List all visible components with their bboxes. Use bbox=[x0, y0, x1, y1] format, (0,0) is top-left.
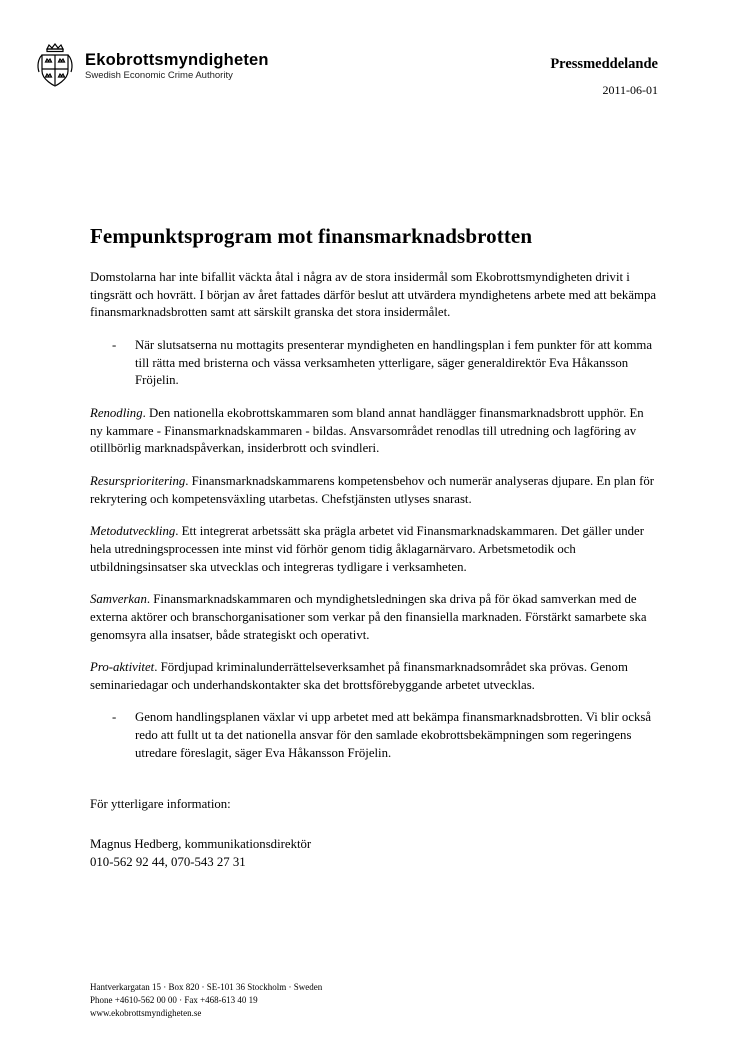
section-paragraph bbox=[90, 659, 657, 694]
page-title: Fempunktsprogram mot finansmarknadsbrotten bbox=[90, 224, 533, 248]
footer-phone-fax: Phone +4610-562 00 00 · Fax +468-613 40 19 bbox=[90, 994, 258, 1005]
coat-of-arms-icon bbox=[34, 42, 76, 90]
document-meta bbox=[550, 42, 658, 98]
bullet-dash: - bbox=[112, 710, 117, 725]
org-subtitle: Swedish Economic Crime Authority bbox=[85, 70, 233, 82]
section-lead: Resursprioritering bbox=[90, 473, 186, 488]
section-paragraph bbox=[90, 523, 657, 576]
quote-bullet-2 bbox=[112, 709, 657, 762]
section-text: . Ett integrerat arbetssätt ska prägla arbetet vid Finansmarknadskammaren. Det gäller under hela utredningsprocessen inte minst vid förhör genom tidig åklagarnärvaro. Arbetsmetodik och utbildningsinsatser ska utvecklas och integreras tydligare i verksamheten. bbox=[90, 524, 644, 574]
document-type-label: Pressmeddelande bbox=[550, 56, 658, 72]
section-paragraph bbox=[90, 591, 657, 644]
section-lead: Metodutveckling bbox=[90, 524, 176, 539]
section-lead: Samverkan bbox=[90, 592, 147, 607]
section-lead: Pro-aktivitet bbox=[90, 660, 155, 675]
quote-text: När slutsatserna nu mottagits presenterar myndigheten en handlingsplan i fem punkter för att komma till rätta med bristerna och vässa verksamheten ytterligare, säger generaldirektör Eva Håkansson Fröjelin. bbox=[135, 337, 653, 388]
contact-name: Magnus Hedberg, kommunikationsdirektör bbox=[90, 837, 312, 852]
brand bbox=[34, 42, 269, 90]
section-text: . Finansmarknadskammaren och myndighetsledningen ska driva på för ökad samverkan med de externa aktörer och branschorganisationer som verkar på den finansiella marknaden. Förstärkt samarbete ska genomsyra alla insatser, både strategiskt och operativt. bbox=[90, 592, 647, 642]
more-info-label: För ytterligare information: bbox=[90, 797, 231, 812]
section-paragraph bbox=[90, 405, 657, 458]
section-text: . Den nationella ekobrottskammaren som bland annat handlägger finansmarknadsbrott upphör. En ny kammare - Finansmarknadskammaren - bildas. Ansvarsområdet renodlas till utredning och lagföring av otillbörlig marknadspåverkan, insiderbrott och svindleri. bbox=[90, 405, 644, 456]
quote-bullet-1 bbox=[112, 337, 657, 390]
section-text: . Fördjupad kriminalunderrättelseverksamhet på finansmarknadsområdet ska prövas. Genom seminariedagar och underhandskontakter ska det brottsförebyggande arbetet utvecklas. bbox=[90, 660, 628, 692]
brand-text bbox=[85, 51, 269, 82]
intro-paragraph: Domstolarna har inte bifallit väckta åtal i några av de stora insidermål som Ekobrottsmyndigheten drivit i tingsrätt och hovrätt. I början av året fattades därför beslut att utvärdera myndighetens arbete med att bekämpa finansmarknadsbrotten samt att särskilt granska det stora insidermålet. bbox=[90, 270, 657, 320]
footer bbox=[90, 981, 322, 1020]
footer-website: www.ekobrottsmyndigheten.se bbox=[90, 1007, 202, 1018]
section-lead: Renodling bbox=[90, 405, 143, 420]
document-date: 2011-06-01 bbox=[602, 83, 658, 97]
footer-address: Hantverkargatan 15 · Box 820 · SE-101 36 Stockholm · Sweden bbox=[90, 981, 323, 992]
org-name: Ekobrottsmyndigheten bbox=[85, 50, 269, 69]
section-paragraph bbox=[90, 473, 657, 508]
contact-block bbox=[90, 836, 657, 871]
bullet-dash: - bbox=[112, 337, 117, 352]
document-body bbox=[0, 224, 746, 871]
quote-text: Genom handlingsplanen växlar vi upp arbetet med att bekämpa finansmarknadsbrotten. Vi blir också redo att fullt ut ta det nationella ansvar för den samlade ekobrottsbekämpningen som regeringens utredare föreslagit, säger Eva Håkansson Fröjelin. bbox=[135, 710, 652, 760]
section-text: . Finansmarknadskammarens kompetensbehov och numerär analyseras djupare. En plan för rekrytering och kompetensväxling utarbetas. Chefstjänsten utlyses snarast. bbox=[90, 473, 654, 506]
header bbox=[0, 0, 746, 98]
contact-phones: 010-562 92 44, 070-543 27 31 bbox=[90, 854, 246, 869]
